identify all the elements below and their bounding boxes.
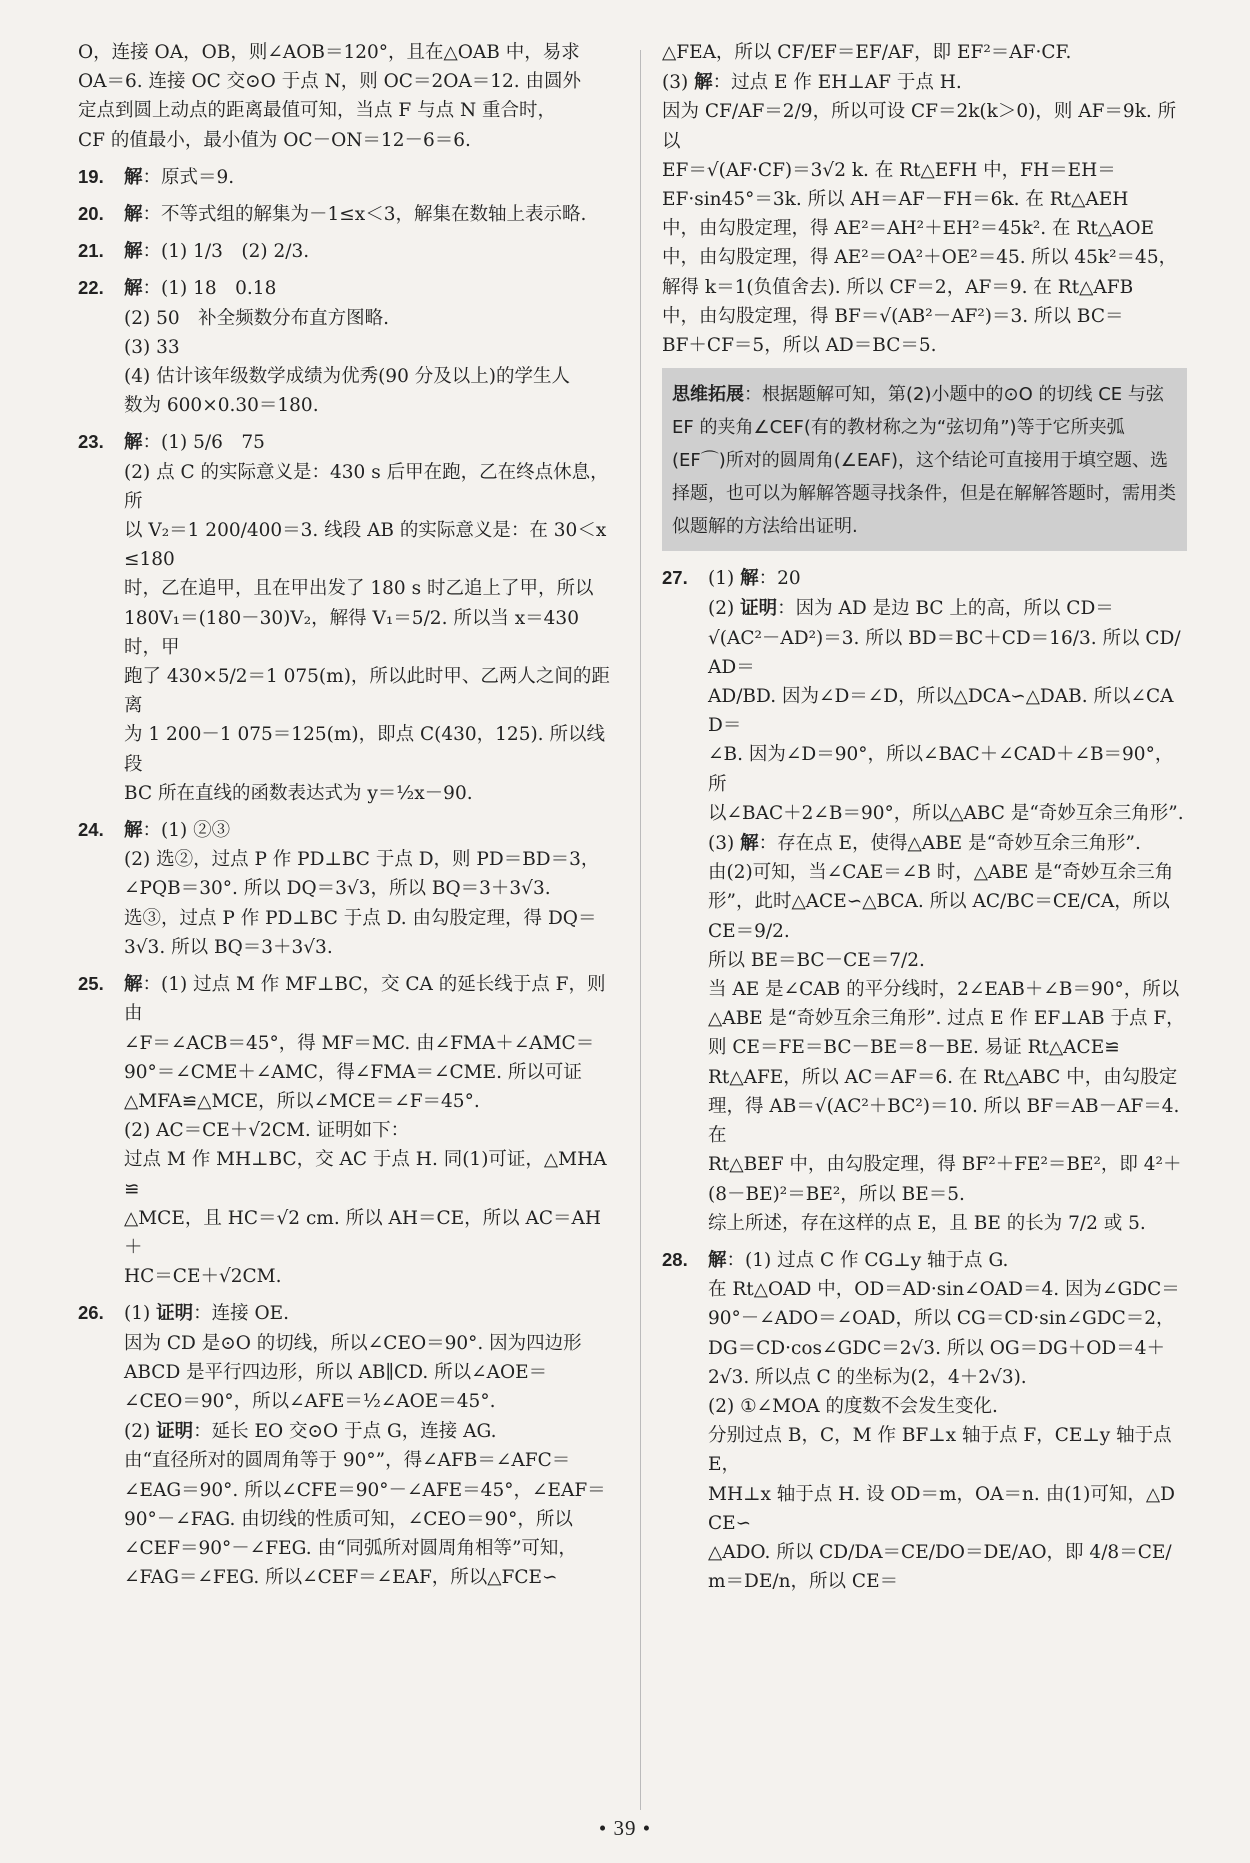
text-line: 以∠BAC＋2∠B＝90°，所以△ABC 是“奇妙互余三角形”. — [708, 802, 1184, 824]
text-line: (2) 选②，过点 P 作 PD⊥BC 于点 D，则 PD＝BD＝3， — [124, 849, 600, 871]
text-line: (2) ①∠MOA 的度数不会发生变化. — [708, 1395, 998, 1417]
text-line: ABCD 是平行四边形，所以 AB∥CD. 所以∠AOE＝ — [124, 1361, 548, 1383]
text-line: 90°－∠FAG. 由切线的性质可知，∠CEO＝90°，所以 — [124, 1508, 573, 1530]
left-column — [78, 38, 618, 1592]
text-line: (4) 估计该年级数学成绩为优秀(90 分及以上)的学生人 — [124, 366, 570, 388]
answer-27: 27. (1) 解：20 (2) 证明：因为 AD 是边 BC 上的高，所以 CD＝ √(AC²－AD²)＝3. 所以 BD＝BC＋CD＝16/3. 所以 CD/AD＝ AD/BD. 因为∠D＝∠D，所以△DCA∽△DAB. 所以∠CAD＝ ∠B. 因为∠D＝90°，所以∠BAC＋∠CAD＋∠B＝90°，所 以∠BAC＋2∠B＝90°，所以△ABC 是“奇妙互余三角形”. (3) 解：存在点 E，使得△ABE 是“奇妙互余三角形”. 由(2)可知，当∠CAE＝∠B 时，△ABE 是“奇妙互余三角 形”，此时△ACE∽△BCA. 所以 AC/BC＝CE/CA，所以 CE＝9/2. 所以 BE＝BC－CE＝7/2. 当 AE 是∠CAB 的平分线时，2∠EAB＋∠B＝90°，所以 △ABE 是“奇妙互余三角形”. 过点 E 作 EF⊥AB 于点 F， 则 CE＝FE＝BC－BE＝8－BE. 易证 Rt△ACE≌ Rt△AFE，所以 AC＝AF＝6. 在 Rt△ABC 中，由勾股定 理，得 AB＝√(AC²＋BC²)＝10. 所以 BF＝AB－AF＝4. 在 Rt△BEF 中，由勾股定理，得 BF²＋FE²＝BE²，即 4²＋ (8－BE)²＝BE²，所以 BE＝5. 综上所述，存在这样的点 E，且 BE 的长为 7/2 或 5. — [662, 563, 1187, 1238]
text-line: 中，由勾股定理，得 AE²＝OA²＋OE²＝45. 所以 45k²＝45， — [662, 247, 1178, 269]
text-line: EF＝√(AF·CF)＝3√2 k. 在 Rt△EFH 中，FH＝EH＝ — [662, 159, 1116, 181]
answer-21: 21. 解：(1) 1/3 (2) 2/3. — [78, 236, 618, 266]
text-line: 180V₁＝(180－30)V₂，解得 V₁＝5/2. 所以当 x＝430 时，甲 — [124, 607, 585, 658]
text-line: Rt△AFE，所以 AC＝AF＝6. 在 Rt△ABC 中，由勾股定 — [708, 1066, 1178, 1088]
answer-23: 23. 解：(1) 5/6 75 (2) 点 C 的实际意义是：430 s 后甲在跑，乙在终点休息，所 以 V₂＝1 200/400＝3. 线段 AB 的实际意义是：在 30＜x≤180 时，乙在追甲，且在甲出发了 180 s 时乙追上了甲，所以 180V₁＝(180－30)V₂，解得 V₁＝5/2. 所以当 x＝430 时，甲 跑了 430×5/2＝1 075(m)，所以此时甲、乙两人之间的距离 为 1 200－1 075＝125(m)，即点 C(430，125). 所以线段 BC 所在直线的函数表达式为 y＝½x－90. — [78, 427, 618, 808]
answer-19: 19. 解：原式＝9. — [78, 162, 618, 192]
text-line: △FEA，所以 CF/EF＝EF/AF，即 EF²＝AF·CF. — [662, 42, 1072, 63]
column-divider — [640, 50, 641, 1810]
text-line: ∠CEO＝90°，所以∠AFE＝½∠AOE＝45°. — [124, 1390, 496, 1412]
text-line: 定点到圆上动点的距离最值可知，当点 F 与点 N 重合时， — [78, 100, 557, 122]
text-line: 形”，此时△ACE∽△BCA. 所以 AC/BC＝CE/CA，所以 CE＝9/2. — [708, 891, 1176, 942]
answer-25: 25. 解：(1) 过点 M 作 MF⊥BC，交 CA 的延长线于点 F，则由 ∠F＝∠ACB＝45°，得 MF＝MC. 由∠FMA＋∠AMC＝ 90°＝∠CME＋∠AMC，得∠FMA＝∠CME. 所以可证 △MFA≌△MCE，所以∠MCE＝∠F＝45°. (2) AC＝CE＋√2CM. 证明如下： 过点 M 作 MH⊥BC，交 AC 于点 H. 同(1)可证，△MHA≌ △MCE，且 HC＝√2 cm. 所以 AH＝CE，所以 AC＝AH＋ HC＝CE＋√2CM. — [78, 969, 618, 1291]
text-line: √(AC²－AD²)＝3. 所以 BD＝BC＋CD＝16/3. 所以 CD/AD＝ — [708, 627, 1181, 678]
text-line: (2) 50 补全频数分布直方图略. — [124, 307, 390, 329]
text-line: 过点 M 作 MH⊥BC，交 AC 于点 H. 同(1)可证，△MHA≌ — [124, 1149, 607, 1200]
text-line: ∠FAG＝∠FEG. 所以∠CEF＝∠EAF，所以△FCE∽ — [124, 1567, 558, 1589]
text-line: Rt△BEF 中，由勾股定理，得 BF²＋FE²＝BE²，即 4²＋ — [708, 1154, 1182, 1176]
text-line: ∠EAG＝90°. 所以∠CFE＝90°－∠AFE＝45°，∠EAF＝ — [124, 1479, 606, 1501]
text-line: DG＝CD·cos∠GDC＝2√3. 所以 OG＝DG＋OD＝4＋ — [708, 1337, 1166, 1359]
text-line: 当 AE 是∠CAB 的平分线时，2∠EAB＋∠B＝90°，所以 — [708, 979, 1180, 1001]
text-line: OA＝6. 连接 OC 交⊙O 于点 N，则 OC＝2OA＝12. 由圆外 — [78, 71, 582, 93]
text-line: 90°－∠ADO＝∠OAD，所以 CG＝CD·sin∠GDC＝2， — [708, 1308, 1175, 1330]
thinking-extension-box — [662, 368, 1187, 551]
text-line: 中，由勾股定理，得 AE²＝AH²＋EH²＝45k². 在 Rt△AOE — [662, 218, 1155, 240]
text-line: △MFA≌△MCE，所以∠MCE＝∠F＝45°. — [124, 1090, 480, 1112]
text-line: EF·sin45°＝3k. 所以 AH＝AF－FH＝6k. 在 Rt△AEH — [662, 189, 1129, 211]
answer-26: 26. (1) 证明：连接 OE. 因为 CD 是⊙O 的切线，所以∠CEO＝90°. 因为四边形 ABCD 是平行四边形，所以 AB∥CD. 所以∠AOE＝ ∠CEO＝90°，所以∠AFE＝½∠AOE＝45°. (2) 证明：延长 EO 交⊙O 于点 G，连接 AG. 由“直径所对的圆周角等于 90°”，得∠AFB＝∠AFC＝ ∠EAG＝90°. 所以∠CFE＝90°－∠AFE＝45°，∠EAF＝ 90°－∠FAG. 由切线的性质可知，∠CEO＝90°，所以 ∠CEF＝90°－∠FEG. 由“同弧所对圆周角相等”可知， ∠FAG＝∠FEG. 所以∠CEF＝∠EAF，所以△FCE∽ — [78, 1298, 618, 1592]
question-number: 26. — [78, 1302, 104, 1324]
answer-24: 24. 解：(1) ②③ (2) 选②，过点 P 作 PD⊥BC 于点 D，则 PD＝BD＝3， ∠PQB＝30°. 所以 DQ＝3√3，所以 BQ＝3＋3√3. 选③，过点 P 作 PD⊥BC 于点 D. 由勾股定理，得 DQ＝ 3√3. 所以 BQ＝3＋3√3. — [78, 815, 618, 962]
text-line: BC 所在直线的函数表达式为 y＝½x－90. — [124, 782, 473, 804]
text-line: ∠PQB＝30°. 所以 DQ＝3√3，所以 BQ＝3＋3√3. — [124, 878, 551, 900]
answer-22: 22. 解：(1) 18 0.18 (2) 50 补全频数分布直方图略. (3) 33 (4) 估计该年级数学成绩为优秀(90 分及以上)的学生人 数为 600×0.30＝180. — [78, 273, 618, 420]
text-line: HC＝CE＋√2CM. — [124, 1266, 282, 1288]
question-number: 27. — [662, 567, 688, 589]
question-number: 21. — [78, 240, 104, 262]
text-line: 中，由勾股定理，得 BF＝√(AB²－AF²)＝3. 所以 BC＝ — [662, 305, 1124, 327]
text-line: 选③，过点 P 作 PD⊥BC 于点 D. 由勾股定理，得 DQ＝ — [124, 907, 597, 929]
question-number: 24. — [78, 819, 104, 841]
text-line: (3) 33 — [124, 336, 180, 358]
extension-text: ：根据题解可知，第(2)小题中的⊙O 的切线 CE 与弦 EF 的夹角∠CEF(有的教材称之为“弦切角”)等于它所夹弧(EF⌒)所对的圆周角(∠EAF)，这个结论可直接用于填空题、选择题，也可以为解解答题寻找条件，但是在解解答题时，需用类似题解的方法给出证明. — [672, 384, 1176, 538]
text-line: 由“直径所对的圆周角等于 90°”，得∠AFB＝∠AFC＝ — [124, 1450, 571, 1472]
text-line: 2√3. 所以点 C 的坐标为(2，4＋2√3). — [708, 1366, 1027, 1388]
text-line: 因为 CF/AF＝2/9，所以可设 CF＝2k(k＞0)，则 AF＝9k. 所以 — [662, 101, 1177, 152]
text-line: 在 Rt△OAD 中，OD＝AD·sin∠OAD＝4. 因为∠GDC＝ — [708, 1279, 1180, 1301]
text-line: MH⊥x 轴于点 H. 设 OD＝m，OA＝n. 由(1)可知，△DCE∽ — [708, 1483, 1175, 1534]
text-line: △ADO. 所以 CD/DA＝CE/DO＝DE/AO，即 4/8＝CE/m＝DE/n，所以 CE＝ — [708, 1541, 1172, 1593]
text-line: 由(2)可知，当∠CAE＝∠B 时，△ABE 是“奇妙互余三角 — [708, 862, 1174, 884]
text-line: 数为 600×0.30＝180. — [124, 395, 319, 417]
text-line: 综上所述，存在这样的点 E，且 BE 的长为 7/2 或 5. — [708, 1212, 1146, 1234]
text-line: (2) AC＝CE＋√2CM. 证明如下： — [124, 1120, 410, 1142]
text-line: 分别过点 B，C，M 作 BF⊥x 轴于点 F，CE⊥y 轴于点 E， — [708, 1425, 1178, 1476]
text-line: (2) 点 C 的实际意义是：430 s 后甲在跑，乙在终点休息，所 — [124, 461, 609, 512]
text-line: 解得 k＝1(负值舍去). 所以 CF＝2，AF＝9. 在 Rt△AFB — [662, 276, 1134, 298]
question-number: 23. — [78, 431, 104, 453]
text-line: 3√3. 所以 BQ＝3＋3√3. — [124, 936, 333, 958]
question-number: 19. — [78, 165, 104, 187]
question-number: 20. — [78, 203, 104, 225]
answer-28: 28. 解：(1) 过点 C 作 CG⊥y 轴于点 G. 在 Rt△OAD 中，OD＝AD·sin∠OAD＝4. 因为∠GDC＝ 90°－∠ADO＝∠OAD，所以 CG＝CD·sin∠GDC＝2， DG＝CD·cos∠GDC＝2√3. 所以 OG＝DG＋OD＝4＋ 2√3. 所以点 C 的坐标为(2，4＋2√3). (2) ①∠MOA 的度数不会发生变化. 分别过点 B，C，M 作 BF⊥x 轴于点 F，CE⊥y 轴于点 E， MH⊥x 轴于点 H. 设 OD＝m，OA＝n. 由(1)可知，△DCE∽ △ADO. 所以 CD/DA＝CE/DO＝DE/AO，即 4/8＝CE/m＝DE/n，所以 CE＝ — [662, 1245, 1187, 1596]
text-line: CF 的值最小，最小值为 OC－ON＝12－6＝6. — [78, 129, 471, 151]
text-line: ∠B. 因为∠D＝90°，所以∠BAC＋∠CAD＋∠B＝90°，所 — [708, 744, 1174, 795]
text-line: 时，乙在追甲，且在甲出发了 180 s 时乙追上了甲，所以 — [124, 578, 594, 600]
text-line: ∠F＝∠ACB＝45°，得 MF＝MC. 由∠FMA＋∠AMC＝ — [124, 1032, 595, 1054]
text-line: ∠CEF＝90°－∠FEG. 由“同弧所对圆周角相等”可知， — [124, 1537, 577, 1559]
page-number: • 39 • — [598, 1816, 652, 1840]
text-line: △ABE 是“奇妙互余三角形”. 过点 E 作 EF⊥AB 于点 F， — [708, 1008, 1185, 1030]
text-line: 为 1 200－1 075＝125(m)，即点 C(430，125). 所以线段 — [124, 724, 605, 775]
text-line: 跑了 430×5/2＝1 075(m)，所以此时甲、乙两人之间的距离 — [124, 666, 610, 717]
text-line: AD/BD. 因为∠D＝∠D，所以△DCA∽△DAB. 所以∠CAD＝ — [708, 686, 1174, 737]
text-line: 90°＝∠CME＋∠AMC，得∠FMA＝∠CME. 所以可证 — [124, 1061, 582, 1083]
text-line: 以 V₂＝1 200/400＝3. 线段 AB 的实际意义是：在 30＜x≤180 — [124, 520, 607, 571]
text-line: 所以 BE＝BC－CE＝7/2. — [708, 949, 925, 971]
text-line: 因为 CD 是⊙O 的切线，所以∠CEO＝90°. 因为四边形 — [124, 1332, 582, 1354]
right-column: △FEA，所以 CF/EF＝EF/AF，即 EF²＝AF·CF. (3) 解：过点 E 作 EH⊥AF 于点 H. 因为 CF/AF＝2/9，所以可设 CF＝2k(k＞0)，则 AF＝9k. 所以 EF＝√(AF·CF)＝3√2 k. 在 Rt△EFH 中，FH＝EH＝ EF·sin45°＝3k. 所以 AH＝AF－FH＝6k. 在 Rt△AEH 中，由勾股定理，得 AE²＝AH²＋EH²＝45k². 在 Rt△AOE 中，由勾股定理，得 AE²＝OA²＋OE²＝45. 所以 45k²＝45， 解得 k＝1(负值舍去). 所以 CF＝2，AF＝9. 在 Rt△AFB 中，由勾股定理，得 BF＝√(AB²－AF²)＝3. 所以 BC＝ BF＋CF＝5，所以 AD＝BC＝5. 思维拓展：根据题解可知，第(2)小题中的⊙O 的切线 CE 与弦 EF 的夹角∠CEF(有的教材称之为“弦切角”)等于它所夹弧(EF⌒)所对的圆周角(∠EAF)，这个结论可直接用于填空题、选择题，也可以为解解答题寻找条件，但是在解解答题时，需用类似题解的方法给出证明. 27. (1) 解：20 (2) 证明：因为 AD 是边 BC 上的高，所以 CD＝ √(AC²－AD²)＝3. 所以 BD＝BC＋CD＝16/3. 所以 CD/AD＝ AD/BD. 因为∠D＝∠D，所以△DCA∽△DAB. 所以∠CAD＝ ∠B. 因为∠D＝90°，所以∠BAC＋∠CAD＋∠B＝90°，所 以∠BAC＋2∠B＝90°，所以△ABC 是“奇妙互余三角形”. (3) 解：存在点 E，使得△ABE 是“奇妙互余三角形”. 由(2)可知，当∠CAE＝∠B 时，△ABE 是“奇妙互余三角 形”，此时△ACE∽△BCA. 所以 AC/BC＝CE/CA，所以 CE＝9/2. 所以 BE＝BC－CE＝7/2. 当 AE 是∠CAB 的平分线时，2∠EAB＋∠B＝90°，所以 △ABE 是“奇妙互余三角形”. 过点 E 作 EF⊥AB 于点 F， 则 CE＝FE＝BC－BE＝8－BE. 易证 Rt△ACE≌ Rt△AFE，所以 AC＝AF＝6. 在 Rt△ABC 中，由勾股定 理，得 AB＝√(AC²＋BC²)＝10. 所以 BF＝AB－AF＝4. 在 Rt△BEF 中，由勾股定理，得 BF²＋FE²＝BE²，即 4²＋ (8－BE)²＝BE²，所以 BE＝5. 综上所述，存在这样的点 E，且 BE 的长为 7/2 或 5. 28. 解：(1) 过点 C 作 CG⊥y 轴于点 G. 在 Rt△OAD 中，OD＝AD·sin∠OAD＝4. 因为∠GDC＝ 90°－∠ADO＝∠OAD，所以 CG＝CD·sin∠GDC＝2， DG＝CD·cos∠GDC＝2√3. 所以 OG＝DG＋OD＝4＋ 2√3. 所以点 C 的坐标为(2，4＋2√3). (2) ①∠MOA 的度数不会发生变化. 分别过点 B，C，M 作 BF⊥x 轴于点 F，CE⊥y 轴于点 E， MH⊥x 轴于点 H. 设 OD＝m，OA＝n. 由(1)可知，△DCE∽ △ADO. 所以 CD/DA＝CE/DO＝DE/AO，即 4/8＝CE/m＝DE/n，所以 CE＝ — [662, 38, 1187, 1596]
extension-heading: 思维拓展 — [672, 384, 744, 405]
question-number: 22. — [78, 277, 104, 299]
text-line: 理，得 AB＝√(AC²＋BC²)＝10. 所以 BF＝AB－AF＝4. 在 — [708, 1095, 1186, 1147]
text-line: BF＋CF＝5，所以 AD＝BC＝5. — [662, 335, 937, 357]
text-line: 则 CE＝FE＝BC－BE＝8－BE. 易证 Rt△ACE≌ — [708, 1037, 1120, 1059]
text-line: O，连接 OA，OB，则∠AOB＝120°，且在△OAB 中，易求 — [78, 42, 580, 63]
question-number: 25. — [78, 973, 104, 995]
question-number: 28. — [662, 1248, 688, 1270]
text-line: (8－BE)²＝BE²，所以 BE＝5. — [708, 1183, 965, 1205]
answer-20: 20. 解：不等式组的解集为－1≤x＜3，解集在数轴上表示略. — [78, 199, 618, 229]
text-line: △MCE，且 HC＝√2 cm. 所以 AH＝CE，所以 AC＝AH＋ — [124, 1207, 602, 1258]
